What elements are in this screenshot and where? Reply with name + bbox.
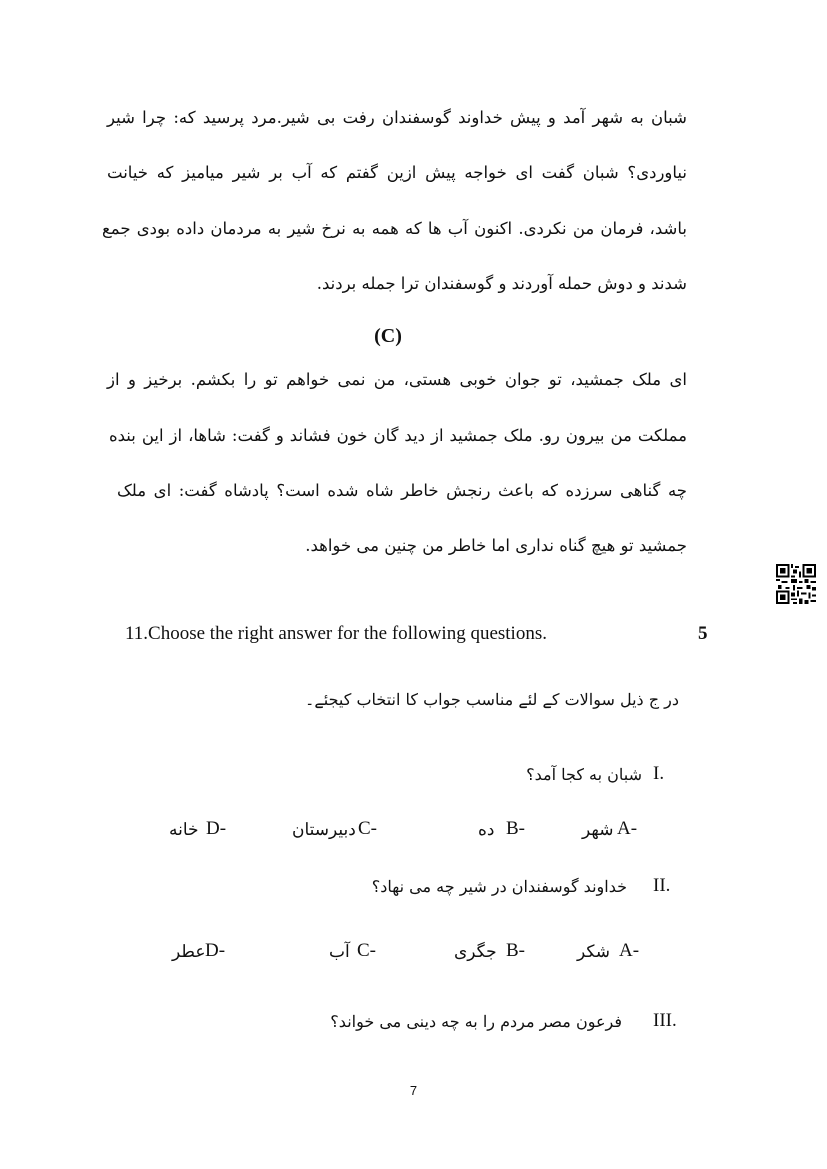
question-I-text: شبان به کجا آمد؟	[526, 765, 642, 784]
option-letter: C-	[357, 940, 376, 961]
option-letter: D-	[205, 940, 226, 961]
passage-line-2: نیاوردی؟ شبان گفت ای خواجه پیش ازین گفتم که آب بر شیر میامیز که خیانت	[107, 163, 687, 182]
question-II-text: خداوند گوسفندان در شیر چه می نهاد؟	[371, 877, 627, 896]
option-letter: C-	[358, 818, 377, 839]
option-text: ده	[478, 820, 495, 840]
section-c-line-2: مملکت من بیرون رو. ملک جمشید از دید گان خون فشاند و گفت: شاها، از این بنده	[109, 426, 687, 445]
passage-line-1: شبان به شهر آمد و پیش خداوند گوسفندان رفت بی شیر.مرد پرسید که: چرا شیر	[107, 108, 687, 127]
option-letter: B-	[506, 940, 525, 961]
option-letter: A-	[617, 818, 638, 839]
section-c-line-4: جمشید تو هیچ گناه نداری اما خاطر من چنین می خواهد.	[305, 536, 687, 555]
section-c-line-3: چه گناهی سرزده که باعث رنجش خاطر شاه شده است؟ پادشاه گفت: ای ملک	[117, 481, 687, 500]
qr-code-icon	[776, 564, 816, 604]
option-text: دبیرستان	[292, 820, 356, 840]
option-letter: A-	[619, 940, 640, 961]
option-text: عطر	[172, 942, 206, 962]
option-letter: D-	[206, 818, 227, 839]
option-letter: B-	[506, 818, 525, 839]
passage-line-4: شدند و دوش حمله آوردند و گوسفندان ترا جمله بردند.	[316, 274, 687, 293]
section-c-line-1: ای ملک جمشید، تو جوان خوبی هستی، من نمی خواهم تو را بکشم. برخیز و از	[107, 370, 687, 389]
option-text: آب	[329, 942, 350, 962]
question-II-number: II.	[653, 875, 671, 896]
question-11-title: 11.Choose the right answer for the following questions.	[125, 623, 547, 644]
question-III-text: فرعون مصر مردم را به چه دینی می خواند؟	[330, 1012, 622, 1031]
passage-line-3: باشد، فرمان من نکردی. اکنون آب ها که همه به نرخ شیر به مردمان داده بودی جمع	[102, 219, 687, 238]
page-number: 7	[409, 1083, 418, 1098]
option-text: جگری	[454, 942, 497, 962]
option-text: خانه	[169, 820, 199, 840]
question-11-marks: 5	[698, 623, 708, 644]
option-text: شهر	[582, 820, 614, 840]
section-c-heading: (C)	[374, 325, 402, 347]
question-I-number: I.	[653, 763, 665, 784]
question-11-instruction: در ج ذیل سوالات کے لئے مناسب جواب کا انتخاب کیجئے۔	[305, 690, 679, 709]
question-III-number: III.	[653, 1010, 677, 1031]
option-text: شکر	[577, 942, 611, 962]
